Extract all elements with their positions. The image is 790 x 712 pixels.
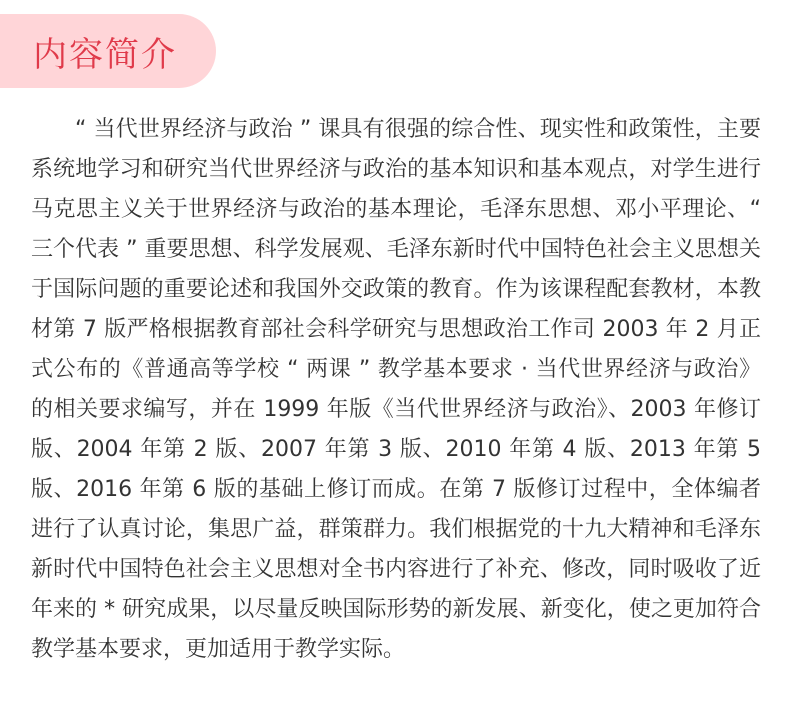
section-title: 内容简介 — [33, 34, 177, 75]
section-header-tab — [0, 14, 216, 88]
intro-paragraph: “ 当代世界经济与政治 ” 课具有很强的综合性、现实性和政策性，主要系统地学习和研究当代世界经济与政治的基本知识和基本观点，对学生进行马克思主义关于世界经济与政治的基本理论，毛泽东思想、邓小平理论、“ 三个代表 ” 重要思想、科学发展观、毛泽东新时代中国特色社会主义思想关于国际问题的重要论述和我国外交政策的教育。作为该课程配套教材，本教材第 7 版严格根据教育部社会科学研究与思想政治工作司 2003 年 2 月正式公布的《普通高等学校 “ 两课 ” 教学基本要求 · 当代世界经济与政治》的相关要求编写，并在 1999 年版《当代世界经济与政治》、2003 年修订版、2004 年第 2 版、2007 年第 3 版、2010 年第 4 版、2013 年第 5 版、2016 年第 6 版的基础上修订而成。在第 7 版修订过程中，全体编者进行了认真讨论，集思广益，群策群力。我们根据党的十九大精神和毛泽东新时代中国特色社会主义思想对全书内容进行了补充、修改，同时吸收了近年来的 * 研究成果，以尽量反映国际形势的新发展、新变化，使之更加符合教学基本要求，更加适用于教学实际。 — [31, 117, 761, 662]
